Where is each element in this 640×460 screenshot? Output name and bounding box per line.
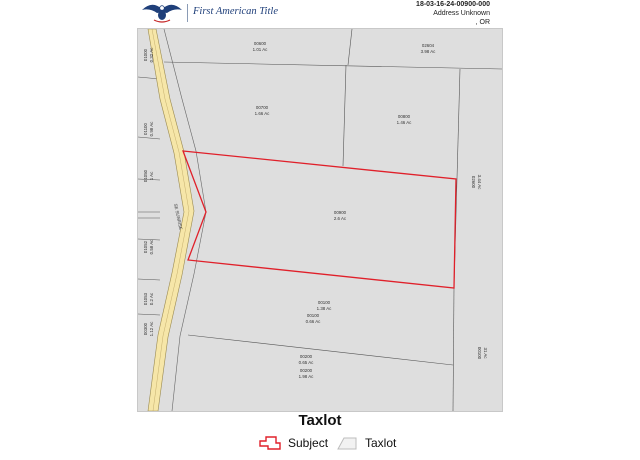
parcel-number: 01053 <box>143 292 148 306</box>
parcel-number: 02604 <box>421 43 435 48</box>
taxlot-swatch-icon <box>335 435 359 451</box>
parcel-id: 18-03-16-24-00900-000 <box>416 1 490 8</box>
parcel-number: 02600 <box>471 175 476 189</box>
company-name: First American Title <box>193 6 278 17</box>
parcel-acres: 31 Ac <box>483 347 488 359</box>
parcel-acres: 1.46 Ac <box>396 120 412 125</box>
parcel-acres: 1.38 Ac <box>316 306 332 311</box>
parcel-number: 00200 <box>299 354 313 359</box>
legend-title: Taxlot <box>298 412 342 429</box>
parcel-acres: 0.66 Ac <box>305 319 321 324</box>
parcel-number: 00100 <box>317 300 331 305</box>
map-canvas <box>138 29 502 411</box>
parcel-number: 01100 <box>143 123 148 135</box>
eagle-logo-icon <box>140 0 184 24</box>
parcel-acres: 0.2 Ac <box>149 292 154 306</box>
parcel-address: Address Unknown <box>433 10 490 17</box>
parcel-number: 00100 <box>477 346 482 360</box>
parcel-acres: 1.12 Ac <box>149 321 154 337</box>
parcel-number: 00200 <box>299 368 313 373</box>
subject-swatch-icon <box>258 435 282 451</box>
parcel-meta <box>416 0 490 27</box>
parcel-number: 00600 <box>253 41 267 46</box>
parcel-acres: 1.98 Ac <box>298 374 314 379</box>
parcel-number: 00100 <box>306 313 320 318</box>
taxlot-map[interactable] <box>137 28 503 412</box>
subject-parcel-number: 00900 <box>333 210 347 215</box>
logo-divider <box>187 4 188 22</box>
parcel-acres: 3.98 Ac <box>420 49 436 54</box>
parcel-number: 01050 <box>143 169 148 183</box>
parcel-acres: 1.01 Ac <box>252 47 268 52</box>
parcel-number: 01052 <box>143 240 148 254</box>
legend-subject-label: Subject <box>288 436 329 450</box>
parcel-number: 00700 <box>255 105 269 110</box>
parcel-acres: 1 Ac <box>149 171 154 181</box>
parcel-acres: 0.58 Ac <box>149 239 154 255</box>
parcel-number: 00800 <box>397 114 411 119</box>
parcel-number: 01000 <box>143 48 148 62</box>
subject-parcel-acres: 2.6 Ac <box>333 216 347 221</box>
report-header <box>0 0 640 28</box>
parcel-state: , OR <box>475 19 490 26</box>
parcel-acres: 1.66 Ac <box>254 111 270 116</box>
parcel-acres: 0.32 Ac <box>149 47 154 63</box>
parcel-acres: 0.65 Ac <box>298 360 314 365</box>
parcel-acres: 3.44 Ac <box>477 174 482 190</box>
subject-parcel-outline[interactable] <box>183 151 456 288</box>
legend-taxlot-label: Taxlot <box>365 436 397 450</box>
parcel-number: 00300 <box>143 322 148 336</box>
parcel-acres: 0.98 Ac <box>149 121 154 137</box>
road-label: SE SUNRISE <box>173 203 184 231</box>
